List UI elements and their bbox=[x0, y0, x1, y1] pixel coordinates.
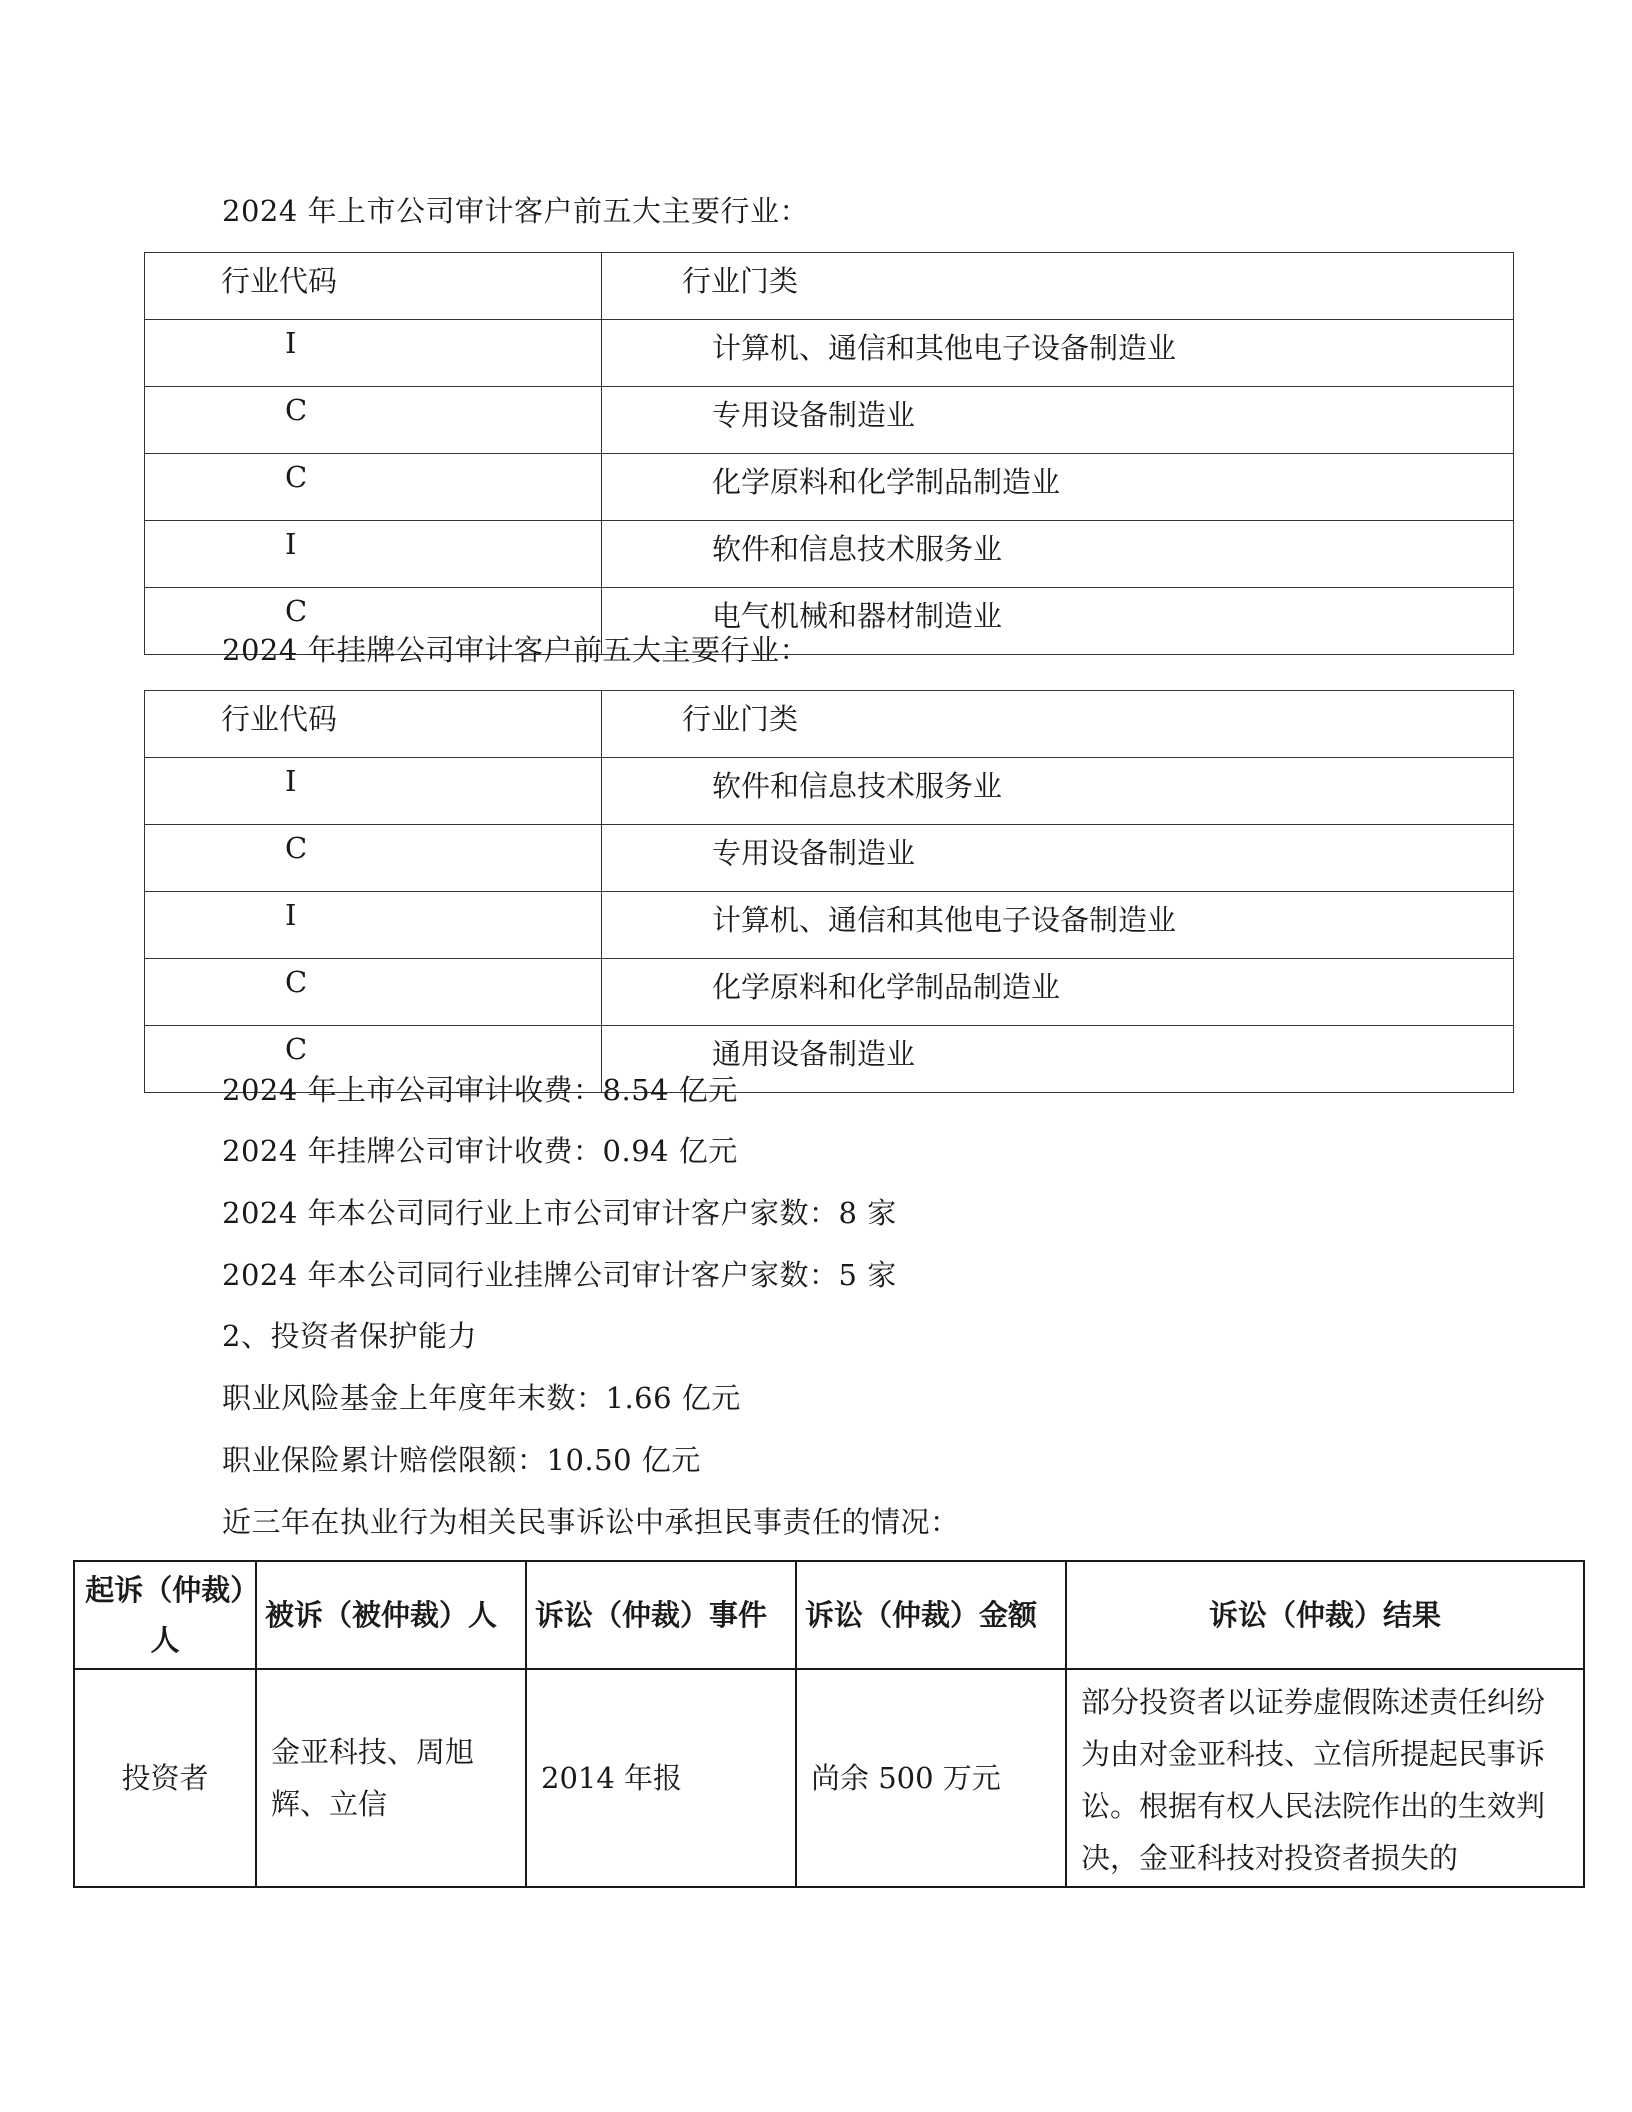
header-industry-code: 行业代码 bbox=[145, 691, 602, 758]
industry-code: C bbox=[145, 454, 602, 521]
table-row bbox=[145, 825, 1514, 892]
header-industry-category: 行业门类 bbox=[602, 253, 1514, 320]
industry-category: 化学原料和化学制品制造业 bbox=[602, 959, 1514, 1026]
nlisted-industry-table bbox=[144, 690, 1514, 1093]
header-industry-category: 行业门类 bbox=[602, 691, 1514, 758]
defendant-cell: 金亚科技、周旭辉、立信 bbox=[256, 1669, 526, 1887]
table-row bbox=[145, 320, 1514, 387]
industry-code: I bbox=[145, 320, 602, 387]
header-amount: 诉讼（仲裁）金额 bbox=[796, 1561, 1066, 1669]
industry-category: 专用设备制造业 bbox=[602, 387, 1514, 454]
litigation-table bbox=[73, 1560, 1585, 1888]
header-industry-code: 行业代码 bbox=[145, 253, 602, 320]
result-cell: 部分投资者以证券虚假陈述责任纠纷为由对金亚科技、立信所提起民事诉讼。根据有权人民法院作出的生效判决，金亚科技对投资者损失的 bbox=[1066, 1669, 1584, 1887]
listed-industry-table bbox=[144, 252, 1514, 655]
table-row bbox=[145, 387, 1514, 454]
industry-code: C bbox=[145, 387, 602, 454]
section-heading-investor-protection: 2、投资者保护能力 bbox=[222, 1319, 477, 1353]
table-row bbox=[145, 454, 1514, 521]
industry-code: I bbox=[145, 758, 602, 825]
industry-code: C bbox=[145, 1026, 602, 1093]
header-event: 诉讼（仲裁）事件 bbox=[526, 1561, 796, 1669]
industry-code: C bbox=[145, 959, 602, 1026]
table-row bbox=[145, 892, 1514, 959]
plaintiff-cell: 投资者 bbox=[74, 1669, 256, 1887]
industry-category: 软件和信息技术服务业 bbox=[602, 521, 1514, 588]
same-industry-nlisted-clients: 2024 年本公司同行业挂牌公司审计客户家数：5 家 bbox=[222, 1258, 897, 1292]
event-cell: 2014 年报 bbox=[526, 1669, 796, 1887]
same-industry-listed-clients: 2024 年本公司同行业上市公司审计客户家数：8 家 bbox=[222, 1196, 897, 1230]
industry-category: 化学原料和化学制品制造业 bbox=[602, 454, 1514, 521]
industry-code: I bbox=[145, 892, 602, 959]
header-result: 诉讼（仲裁）结果 bbox=[1066, 1561, 1584, 1669]
industry-category: 通用设备制造业 bbox=[602, 1026, 1514, 1093]
table-row bbox=[145, 521, 1514, 588]
table-header-row bbox=[145, 691, 1514, 758]
industry-category: 计算机、通信和其他电子设备制造业 bbox=[602, 892, 1514, 959]
industry-category: 软件和信息技术服务业 bbox=[602, 758, 1514, 825]
amount-cell: 尚余 500 万元 bbox=[796, 1669, 1066, 1887]
insurance-limit: 职业保险累计赔偿限额：10.50 亿元 bbox=[222, 1443, 701, 1477]
nlisted-audit-fee: 2024 年挂牌公司审计收费：0.94 亿元 bbox=[222, 1134, 738, 1168]
industry-category: 计算机、通信和其他电子设备制造业 bbox=[602, 320, 1514, 387]
table-header-row bbox=[74, 1561, 1584, 1669]
industry-code: I bbox=[145, 521, 602, 588]
industry-category: 专用设备制造业 bbox=[602, 825, 1514, 892]
table-row bbox=[145, 959, 1514, 1026]
risk-fund-amount: 职业风险基金上年度年末数：1.66 亿元 bbox=[222, 1381, 741, 1415]
industry-code: C bbox=[145, 588, 602, 655]
table-row bbox=[145, 758, 1514, 825]
table-header-row bbox=[145, 253, 1514, 320]
header-plaintiff: 起诉（仲裁）人 bbox=[74, 1561, 256, 1669]
industry-code: C bbox=[145, 825, 602, 892]
section2-title: 2024 年挂牌公司审计客户前五大主要行业： bbox=[222, 633, 810, 667]
header-defendant: 被诉（被仲裁）人 bbox=[256, 1561, 526, 1669]
listed-audit-fee: 2024 年上市公司审计收费：8.54 亿元 bbox=[222, 1073, 738, 1107]
industry-category: 电气机械和器材制造业 bbox=[602, 588, 1514, 655]
litigation-intro: 近三年在执业行为相关民事诉讼中承担民事责任的情况： bbox=[222, 1505, 960, 1539]
section1-title: 2024 年上市公司审计客户前五大主要行业： bbox=[222, 194, 810, 228]
table-row bbox=[74, 1669, 1584, 1887]
